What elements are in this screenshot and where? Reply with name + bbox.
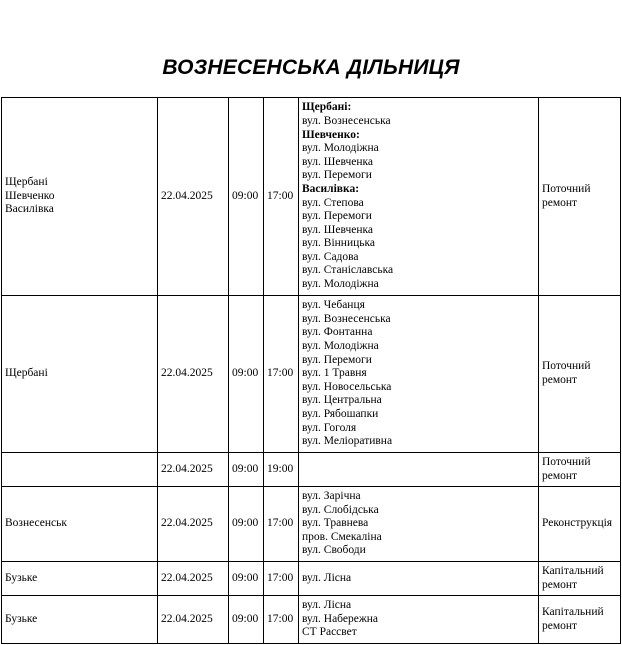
streets-cell [299,487,539,562]
text-line: 09:00 [232,189,259,202]
date-cell [158,296,229,453]
text-line: Бузьке [5,571,38,584]
start-time-cell [229,98,264,296]
text-line: вул. 1 Травня [302,367,367,380]
end-time-cell [264,296,299,453]
date-cell [158,596,229,644]
text-line: вул. Слобідська [302,503,379,516]
text-line: вул. Лісна [302,599,352,612]
text-line: Реконструкція [542,517,613,530]
text-line: Щербані [5,176,48,189]
text-line: вул. Рябошапки [302,407,379,420]
text-line: 22.04.2025 [161,517,213,530]
text-line: вул. Вознесенська [302,114,391,127]
text-line: 22.04.2025 [161,571,213,584]
text-line: Василівка [5,203,54,216]
text-line: 09:00 [232,517,259,530]
text-line: вул. Меліоративна [302,435,393,448]
start-time-cell [229,487,264,562]
text-line: вул. Молодіжна [302,142,379,155]
text-line: вул. Станіславська [302,264,394,277]
table-row [2,487,621,562]
locality-cell [2,453,158,487]
date-cell [158,453,229,487]
locality-label: Василівка: [302,182,360,195]
work-type-cell [539,296,621,453]
date-cell [158,98,229,296]
text-line: вул. Перемоги [302,353,372,366]
streets-cell [299,596,539,644]
text-line: вул. Новосельська [302,380,392,393]
schedule-body [2,98,621,644]
text-line: Поточний [542,455,591,468]
text-line: 22.04.2025 [161,189,213,202]
streets-cell [299,296,539,453]
table-row [2,562,621,596]
outage-schedule-table [1,97,621,644]
text-line: Капітальний [542,605,604,618]
text-line: пров. Смекаліна [302,530,382,543]
table-row [2,98,621,296]
work-type-cell [539,487,621,562]
text-line: Бузьке [5,612,38,625]
start-time-cell [229,453,264,487]
table-row [2,296,621,453]
text-line: вул. Шевченка [302,223,374,236]
text-line: 09:00 [232,462,259,475]
text-line: Щербані [5,367,48,380]
text-line: Вознесенськ [5,517,67,530]
table-row [2,596,621,644]
text-line: ремонт [542,619,578,632]
text-line: 09:00 [232,612,259,625]
end-time-cell [264,562,299,596]
text-line: ремонт [542,196,578,209]
text-line: вул. Травнева [302,517,369,530]
text-line: 17:00 [267,367,294,380]
text-line: ремонт [542,469,578,482]
streets-cell [299,98,539,296]
text-line: 17:00 [267,189,294,202]
locality-cell [2,296,158,453]
text-line: вул. Гоголя [302,421,357,434]
work-type-cell [539,562,621,596]
end-time-cell [264,596,299,644]
text-line: 17:00 [267,517,294,530]
text-line: вул. Лісна [302,571,352,584]
streets-cell [299,562,539,596]
table-row [2,453,621,487]
work-type-cell [539,98,621,296]
work-type-cell [539,596,621,644]
work-type-cell [539,453,621,487]
text-line: вул. Фонтанна [302,326,373,339]
locality-label: Щербані: [302,101,352,114]
end-time-cell [264,453,299,487]
locality-cell [2,596,158,644]
text-line: вул. Вознесенська [302,312,391,325]
locality-cell [2,487,158,562]
text-line: Шевченко [5,189,55,202]
end-time-cell [264,487,299,562]
streets-cell [299,453,539,487]
text-line: вул. Молодіжна [302,278,379,291]
locality-label: Шевченко: [302,128,360,141]
start-time-cell [229,596,264,644]
text-line: 22.04.2025 [161,367,213,380]
text-line: ремонт [542,374,578,386]
start-time-cell [229,562,264,596]
text-line: СТ Рассвет [302,626,357,639]
text-line: вул. Перемоги [302,210,372,223]
locality-cell [2,98,158,296]
text-line: вул. Молодіжна [302,340,379,353]
date-cell [158,487,229,562]
text-line: вул. Центральна [302,394,382,407]
text-line: вул. Садова [302,250,359,263]
text-line: вул. Степова [302,196,364,209]
start-time-cell [229,296,264,453]
text-line: 19:00 [267,462,294,475]
text-line: 17:00 [267,612,294,625]
date-cell [158,562,229,596]
text-line: 22.04.2025 [161,462,213,475]
text-line: Поточний [542,182,591,195]
text-line: вул. Зарічна [302,490,361,503]
locality-cell [2,562,158,596]
text-line: Капітальний [542,564,604,577]
text-line: 09:00 [232,367,259,380]
text-line: Поточний [542,360,591,373]
text-line: вул. Набережна [302,612,379,625]
page-title: ВОЗНЕСЕНСЬКА ДІЛЬНИЦЯ [162,56,460,79]
text-line: вул. Шевченка [302,155,374,168]
text-line: 09:00 [232,571,259,584]
text-line: вул. Свободи [302,544,366,557]
text-line: 22.04.2025 [161,612,213,625]
text-line: вул. Чебанця [302,299,365,312]
end-time-cell [264,98,299,296]
text-line: ремонт [542,578,578,591]
text-line: вул. Перемоги [302,169,372,182]
text-line: вул. Вінницька [302,237,376,250]
text-line: 17:00 [267,571,294,584]
